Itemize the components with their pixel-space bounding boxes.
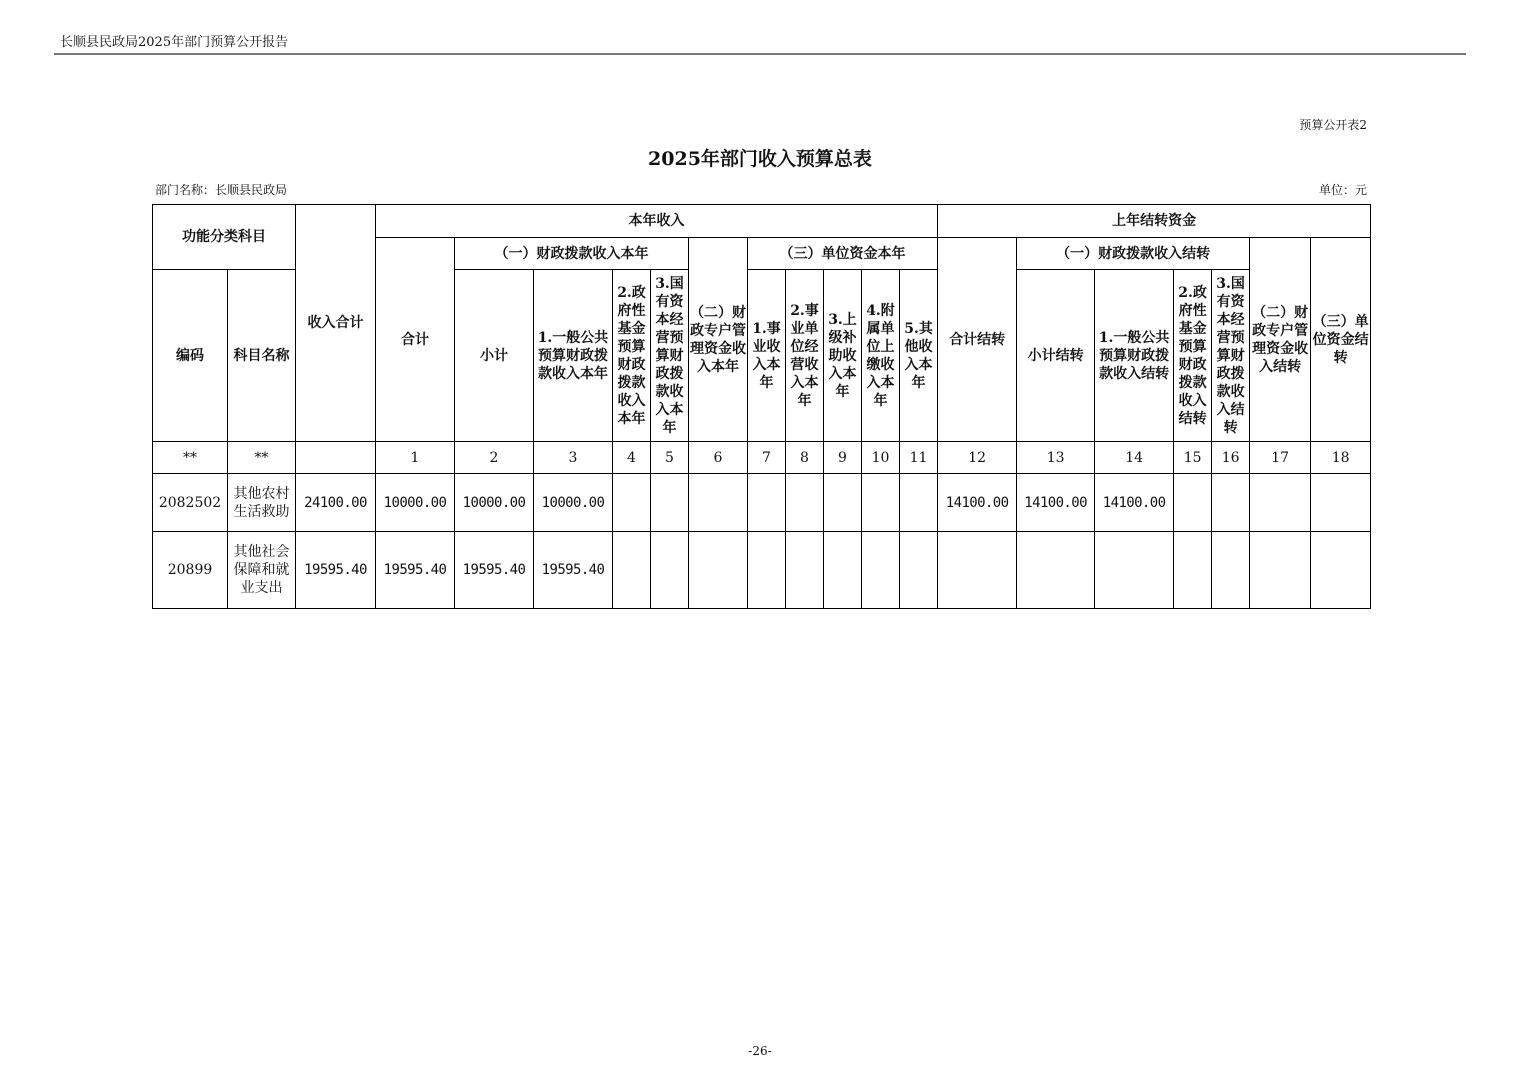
income-budget-table (152, 204, 1371, 609)
header-name: 科目名称 (228, 270, 296, 442)
index-cell: 4 (613, 442, 651, 474)
running-header: 长顺县民政局2025年部门预算公开报告 (60, 35, 289, 50)
table-title: 2025年部门收入预算总表 (648, 148, 872, 170)
header-current-year: 本年收入 (376, 205, 938, 238)
value-cell (1174, 474, 1212, 532)
index-cell: 7 (748, 442, 786, 474)
value-cell (1095, 532, 1174, 609)
header-total-income: 收入合计 (296, 205, 376, 442)
header-prior-carry: 上年结转资金 (938, 205, 1371, 238)
value-cell (689, 474, 748, 532)
row-name: 其他社会保障和就业支出 (228, 532, 296, 609)
header-cy-affiliated: 4.附属单位上缴收入本年 (862, 270, 900, 442)
header-pc-total: 合计结转 (938, 238, 1017, 442)
value-cell (1212, 474, 1250, 532)
header-cy-operating: 2.事业单位经营收入本年 (786, 270, 824, 442)
index-cell: 8 (786, 442, 824, 474)
index-cell: ** (228, 442, 296, 474)
header-pc-unit: （三）单位资金结转 (1311, 238, 1371, 442)
value-cell (1250, 474, 1311, 532)
value-cell (938, 532, 1017, 609)
value-cell (613, 474, 651, 532)
value-cell (689, 532, 748, 609)
index-cell: ** (153, 442, 228, 474)
index-cell: 11 (900, 442, 938, 474)
header-cy-total: 合计 (376, 238, 455, 442)
value-cell: 14100.00 (938, 474, 1017, 532)
index-cell: 12 (938, 442, 1017, 474)
value-cell (900, 532, 938, 609)
value-cell (1311, 474, 1371, 532)
value-cell (651, 532, 689, 609)
index-cell: 13 (1017, 442, 1095, 474)
value-cell: 10000.00 (534, 474, 613, 532)
value-cell (786, 474, 824, 532)
index-cell: 9 (824, 442, 862, 474)
value-cell (748, 532, 786, 609)
value-cell: 14100.00 (1017, 474, 1095, 532)
value-cell: 14100.00 (1095, 474, 1174, 532)
value-cell: 19595.40 (376, 532, 455, 609)
header-pc-fiscal-group: （一）财政拨款收入结转 (1017, 238, 1250, 270)
header-pc-state-capital: 3.国有资本经营预算财政拨款收入结转 (1212, 270, 1250, 442)
header-cy-fund: 2.政府性基金预算财政拨款收入本年 (613, 270, 651, 442)
column-index-row (153, 442, 1371, 474)
header-cy-business: 1.事业收入本年 (748, 270, 786, 442)
index-cell: 16 (1212, 442, 1250, 474)
index-cell: 5 (651, 442, 689, 474)
header-cy-subtotal: 小计 (455, 270, 534, 442)
value-cell: 10000.00 (376, 474, 455, 532)
index-cell: 15 (1174, 442, 1212, 474)
value-cell (1311, 532, 1371, 609)
index-cell: 3 (534, 442, 613, 474)
value-cell (824, 474, 862, 532)
index-cell: 6 (689, 442, 748, 474)
value-cell: 10000.00 (455, 474, 534, 532)
header-code: 编码 (153, 270, 228, 442)
header-func-class: 功能分类科目 (153, 205, 296, 270)
value-cell (824, 532, 862, 609)
value-cell: 24100.00 (296, 474, 376, 532)
index-cell: 2 (455, 442, 534, 474)
header-cy-subsidy: 3.上级补助收入本年 (824, 270, 862, 442)
value-cell (1017, 532, 1095, 609)
index-cell: 14 (1095, 442, 1174, 474)
value-cell (862, 474, 900, 532)
index-cell: 18 (1311, 442, 1371, 474)
value-cell (748, 474, 786, 532)
header-pc-general: 1.一般公共预算财政拨款收入结转 (1095, 270, 1174, 442)
index-cell: 17 (1250, 442, 1311, 474)
index-cell: 1 (376, 442, 455, 474)
value-cell: 19595.40 (534, 532, 613, 609)
row-code: 2082502 (153, 474, 228, 532)
value-cell (651, 474, 689, 532)
value-cell (862, 532, 900, 609)
header-pc-special: （二）财政专户管理资金收入结转 (1250, 238, 1311, 442)
table-row (153, 532, 1371, 609)
department-name: 部门名称：长顺县民政局 (155, 183, 288, 197)
page-number: -26- (748, 1044, 772, 1058)
unit-label: 单位：元 (1318, 183, 1367, 197)
value-cell (1174, 532, 1212, 609)
table-row (153, 474, 1371, 532)
index-cell: 10 (862, 442, 900, 474)
header-pc-subtotal: 小计结转 (1017, 270, 1095, 442)
table-number: 预算公开表2 (1299, 118, 1367, 132)
header-rule (54, 53, 1466, 55)
header-cy-fiscal-group: （一）财政拨款收入本年 (455, 238, 689, 270)
value-cell (900, 474, 938, 532)
row-name: 其他农村生活救助 (228, 474, 296, 532)
value-cell: 19595.40 (296, 532, 376, 609)
value-cell: 19595.40 (455, 532, 534, 609)
header-cy-other: 5.其他收入本年 (900, 270, 938, 442)
header-cy-general: 1.一般公共预算财政拨款收入本年 (534, 270, 613, 442)
value-cell (613, 532, 651, 609)
header-cy-state-capital: 3.国有资本经营预算财政拨款收入本年 (651, 270, 689, 442)
value-cell (1212, 532, 1250, 609)
value-cell (786, 532, 824, 609)
row-code: 20899 (153, 532, 228, 609)
header-pc-fund: 2.政府性基金预算财政拨款收入结转 (1174, 270, 1212, 442)
index-cell (296, 442, 376, 474)
header-cy-unit-group: （三）单位资金本年 (748, 238, 938, 270)
header-cy-special: （二）财政专户管理资金收入本年 (689, 238, 748, 442)
value-cell (1250, 532, 1311, 609)
